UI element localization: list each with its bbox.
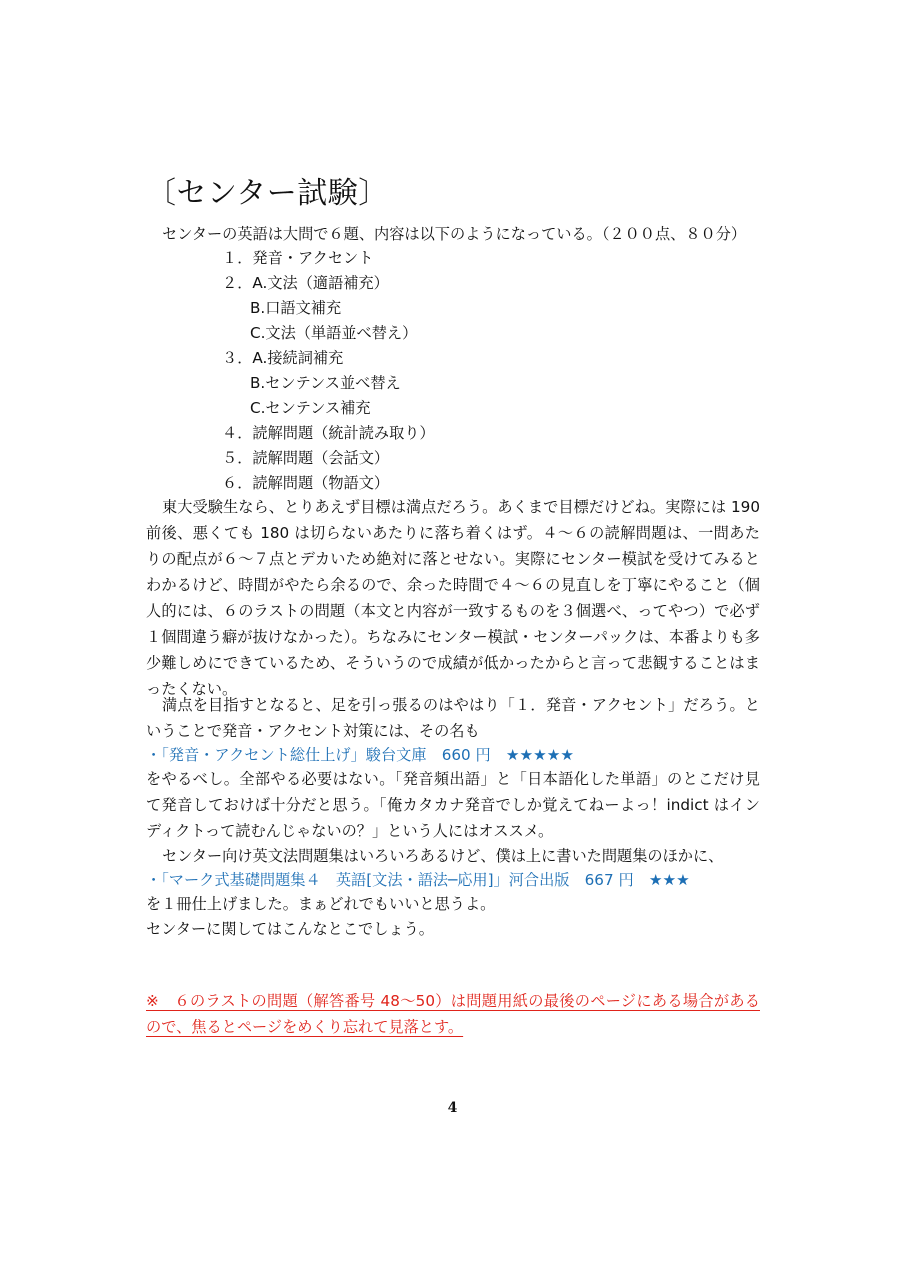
section-heading: 〔センター試験〕 [146,176,389,211]
paragraph-goal: 東大受験生なら、とりあえず目標は満点だろう。あくまで目標だけどね。実際には 190 前後、悪くても 180 は切らないあたりに落ち着くはず。４～６の読解問題は、一問あたりの配点が６～７点とデカいため絶対に落とせない。実際にセンター模試を受けてみるとわかるけど、時間がやたら余るので、余った時間で４～６の見直しを丁寧にやること（個人的には、６のラストの問題（本文と内容が一致するものを３個選べ、ってやつ）で必ず１個間違う癖が抜けなかった）。ちなみにセンター模試・センターパックは、本番よりも多少難しめにできているため、そういうので成績が低かったからと言って悲観することはまったくない。 [146,498,760,698]
paragraph-book-usage: をやるべし。全部やる必要はない。「発音頻出語」と「日本語化した単語」のとこだけ見て発音しておけば十分だと思う。「俺カタカナ発音でしか覚えてねーよっ！indict はインディクトって読むんじゃないの？」という人にはオススメ。 [146,770,760,840]
warning-note: ※ ６のラストの問題（解答番号 48～50）は問題用紙の最後のページにある場合があるので、焦るとページをめくり忘れて見落とす。 [146,992,760,1036]
outline-item: ４．読解問題（統計読み取り） [222,424,435,442]
paragraph-pronunciation: 満点を目指すとなると、足を引っ張るのはやはり「１．発音・アクセント」だろう。ということで発音・アクセント対策には、その名も [146,696,760,740]
outline-subitem: C.センテンス補充 [250,399,371,417]
page-number: 4 [447,1100,458,1116]
outline-subitem: B.センテンス並べ替え [250,374,401,392]
outline-item: ５．読解問題（会話文） [222,449,390,467]
paragraph-finished: を１冊仕上げました。まぁどれでもいいと思うよ。 [146,895,496,913]
book-recommendation-1: ・「発音・アクセント総仕上げ」駿台文庫 660 円 ★★★★★ [146,746,574,764]
outline-item: １．発音・アクセント [222,249,374,267]
outline-subitem: B.口語文補充 [250,299,342,317]
intro-line: センターの英語は大問で６題、内容は以下のようになっている。（２００点、８０分） [162,225,747,243]
paragraph-closing: センターに関してはこんなとこでしょう。 [146,920,434,938]
paragraph-grammar-books: センター向け英文法問題集はいろいろあるけど、僕は上に書いた問題集のほかに、 [162,847,724,865]
outline-subitem: C.文法（単語並べ替え） [250,324,418,342]
book-recommendation-2: ・「マーク式基礎問題集４ 英語[文法・語法─応用]」河合出版 667 円 ★★★ [146,871,690,889]
outline-item: ２．A.文法（適語補充） [222,274,389,292]
outline-item: ６．読解問題（物語文） [222,474,390,492]
outline-item: ３．A.接続詞補充 [222,349,344,367]
